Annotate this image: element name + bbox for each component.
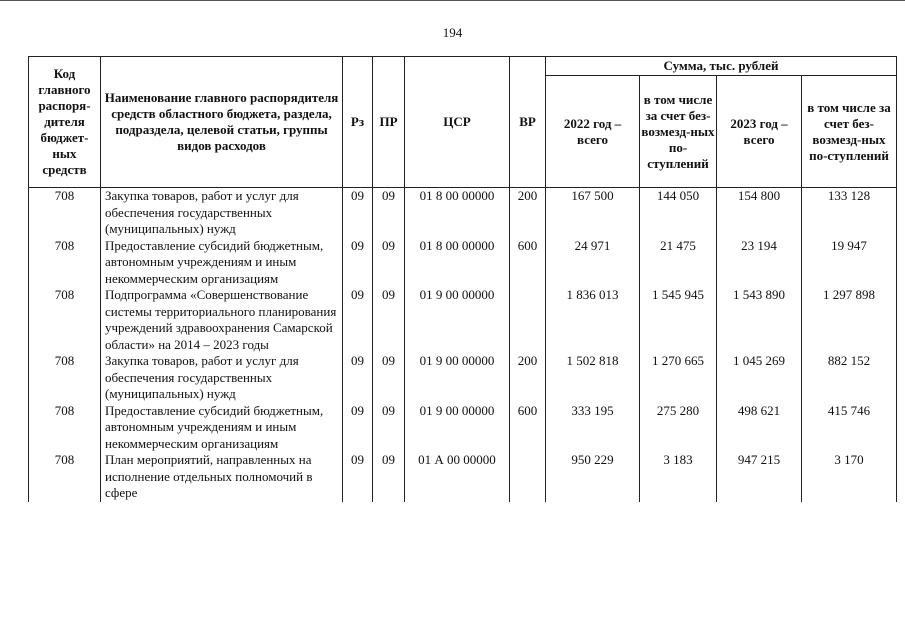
cell-2022-total: 167 500 (546, 188, 640, 238)
cell-csr: 01 8 00 00000 (405, 188, 510, 238)
cell-rz: 09 (343, 287, 373, 353)
cell-2022-free: 3 183 (640, 452, 717, 502)
cell-2023-total: 947 215 (717, 452, 802, 502)
cell-code: 708 (29, 238, 101, 288)
cell-2022-total: 333 195 (546, 403, 640, 453)
cell-pr: 09 (373, 452, 405, 502)
cell-pr: 09 (373, 287, 405, 353)
cell-2022-total: 1 502 818 (546, 353, 640, 403)
cell-2023-free: 19 947 (802, 238, 897, 288)
header-row-1 (29, 57, 897, 76)
cell-name: Закупка товаров, работ и услуг для обеспечения государственных (муниципальных) нужд (101, 353, 343, 403)
cell-2023-total: 154 800 (717, 188, 802, 238)
header-rz: Рз (343, 57, 373, 188)
cell-2022-free: 1 270 665 (640, 353, 717, 403)
cell-vr: 600 (510, 403, 546, 453)
header-2023-free: в том числе за счет без-возмезд-ных по-ступлений (802, 76, 897, 188)
header-vr: ВР (510, 57, 546, 188)
cell-name: План мероприятий, направленных на исполнение отдельных полномочий в сфере (101, 452, 343, 502)
table-header (29, 57, 897, 188)
header-2022-total: 2022 год – всего (546, 76, 640, 188)
cell-2023-free: 1 297 898 (802, 287, 897, 353)
cell-2023-total: 1 045 269 (717, 353, 802, 403)
table-row (29, 452, 897, 502)
cell-2023-free: 3 170 (802, 452, 897, 502)
cell-pr: 09 (373, 403, 405, 453)
cell-rz: 09 (343, 403, 373, 453)
cell-name: Предоставление субсидий бюджетным, автономным учреждениям и иным некоммерческим организациям (101, 403, 343, 453)
cell-rz: 09 (343, 353, 373, 403)
cell-2023-total: 1 543 890 (717, 287, 802, 353)
cell-vr: 600 (510, 238, 546, 288)
table-row (29, 238, 897, 288)
cell-pr: 09 (373, 238, 405, 288)
header-2023-total: 2023 год – всего (717, 76, 802, 188)
cell-2022-total: 24 971 (546, 238, 640, 288)
cell-2022-free: 275 280 (640, 403, 717, 453)
cell-csr: 01 8 00 00000 (405, 238, 510, 288)
cell-rz: 09 (343, 452, 373, 502)
cell-2022-total: 1 836 013 (546, 287, 640, 353)
header-2022-free: в том числе за счет без-возмезд-ных по-ступлений (640, 76, 717, 188)
cell-name: Предоставление субсидий бюджетным, автономным учреждениям и иным некоммерческим организациям (101, 238, 343, 288)
header-pr: ПР (373, 57, 405, 188)
cell-vr (510, 452, 546, 502)
cell-rz: 09 (343, 238, 373, 288)
cell-csr: 01 9 00 00000 (405, 353, 510, 403)
cell-name: Закупка товаров, работ и услуг для обеспечения государственных (муниципальных) нужд (101, 188, 343, 238)
cell-2023-free: 882 152 (802, 353, 897, 403)
budget-table (28, 56, 897, 502)
header-code: Код главного распоря-дителя бюджет-ных средств (29, 57, 101, 188)
table-row (29, 403, 897, 453)
page-number: 194 (442, 25, 463, 40)
header-name: Наименование главного распорядителя средств областного бюджета, раздела, подраздела, целевой статьи, группы видов расходов (101, 57, 343, 188)
cell-vr: 200 (510, 353, 546, 403)
cell-2022-free: 1 545 945 (640, 287, 717, 353)
cell-2023-free: 415 746 (802, 403, 897, 453)
cell-csr: 01 9 00 00000 (405, 287, 510, 353)
cell-csr: 01 9 00 00000 (405, 403, 510, 453)
cell-code: 708 (29, 353, 101, 403)
cell-2023-total: 23 194 (717, 238, 802, 288)
header-sum-group: Сумма, тыс. рублей (546, 57, 897, 76)
cell-2022-free: 21 475 (640, 238, 717, 288)
cell-code: 708 (29, 287, 101, 353)
cell-2023-free: 133 128 (802, 188, 897, 238)
cell-name: Подпрограмма «Совершенствование системы территориального планирования учреждений здравоохранения Самарской области» на 2014 – 2023 годы (101, 287, 343, 353)
header-csr: ЦСР (405, 57, 510, 188)
top-rule (0, 0, 905, 1)
cell-2022-total: 950 229 (546, 452, 640, 502)
table-row (29, 287, 897, 353)
cell-2023-total: 498 621 (717, 403, 802, 453)
cell-vr: 200 (510, 188, 546, 238)
cell-vr (510, 287, 546, 353)
table-row (29, 188, 897, 238)
cell-pr: 09 (373, 353, 405, 403)
table-body (29, 188, 897, 502)
cell-code: 708 (29, 188, 101, 238)
cell-csr: 01 А 00 00000 (405, 452, 510, 502)
cell-2022-free: 144 050 (640, 188, 717, 238)
cell-code: 708 (29, 452, 101, 502)
cell-rz: 09 (343, 188, 373, 238)
table-row (29, 353, 897, 403)
cell-pr: 09 (373, 188, 405, 238)
cell-code: 708 (29, 403, 101, 453)
